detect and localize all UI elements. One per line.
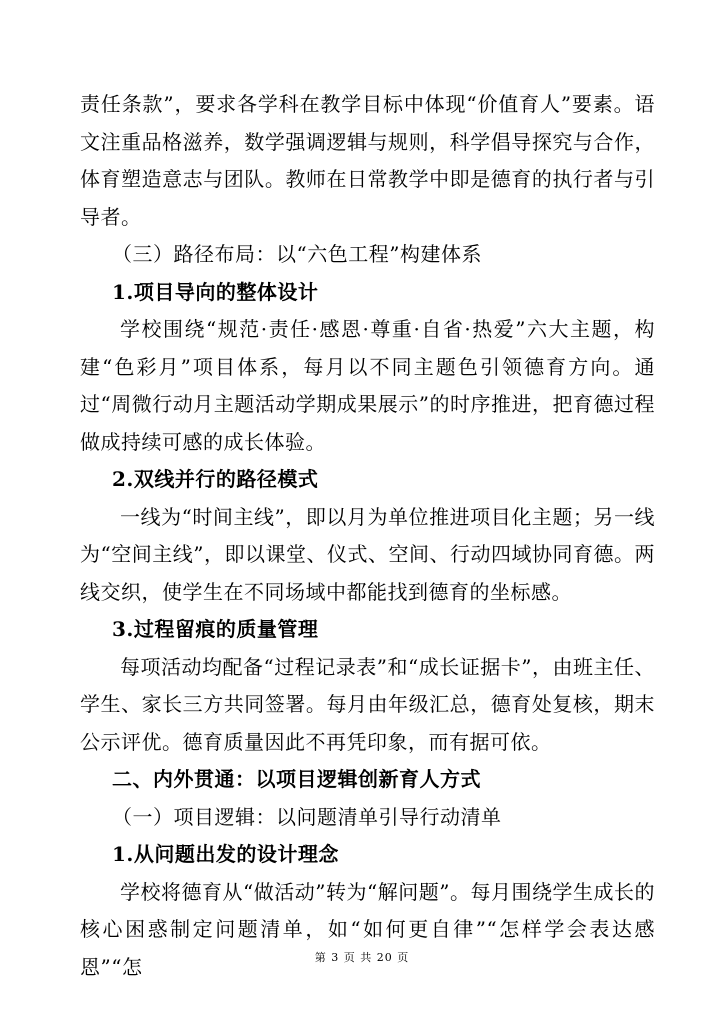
page-number-footer: 第 3 页 共 20 页 xyxy=(314,951,410,964)
subsection-heading: 1.项目导向的整体设计 xyxy=(112,279,319,304)
section-heading: （三）路径布局：以“六色工程”构建体系 xyxy=(112,242,482,266)
subsection-heading: 1.从问题出发的设计理念 xyxy=(112,842,339,866)
subsection-heading: 3.过程留痕的质量管理 xyxy=(112,617,319,641)
subsection-heading: 2.双线并行的路径模式 xyxy=(112,467,319,491)
paragraph: 一线为“时间主线”，即以月为单位推进项目化主题；另一线为“空间主线”，即以课堂、仪式、空间、行动四域协同育德。两线交织，使学生在不同场域中都能找到德育的坐标感。 xyxy=(80,504,655,604)
paragraph: 责任条款”，要求各学科在教学目标中体现“价值育人”要素。语文注重品格滋养，数学强调逻辑与规则，科学倡导探究与合作，体育塑造意志与团队。教师在日常教学中即是德育的执行者与引导者。 xyxy=(80,92,655,229)
document-body xyxy=(80,86,655,986)
chapter-heading: 二、内外贯通：以项目逻辑创新育人方式 xyxy=(112,767,481,791)
section-heading: （一）项目逻辑：以问题清单引导行动清单 xyxy=(112,804,502,829)
paragraph: 学校围绕“规范·责任·感恩·尊重·自省·热爱”六大主题，构建“色彩月”项目体系，每月以不同主题色引领德育方向。通过“周微行动月主题活动学期成果展示”的时序推进，把育德过程做成持续可感的成长体验。 xyxy=(80,317,655,454)
paragraph: 学校将德育从“做活动”转为“解问题”。每月围绕学生成长的核心困惑制定问题清单，如“如何更自律”“怎样学会表达感恩”“怎 xyxy=(80,879,655,979)
paragraph: 每项活动均配备“过程记录表”和“成长证据卡”，由班主任、学生、家长三方共同签署。每月由年级汇总，德育处复核，期末公示评优。德育质量因此不再凭印象，而有据可依。 xyxy=(80,654,655,754)
